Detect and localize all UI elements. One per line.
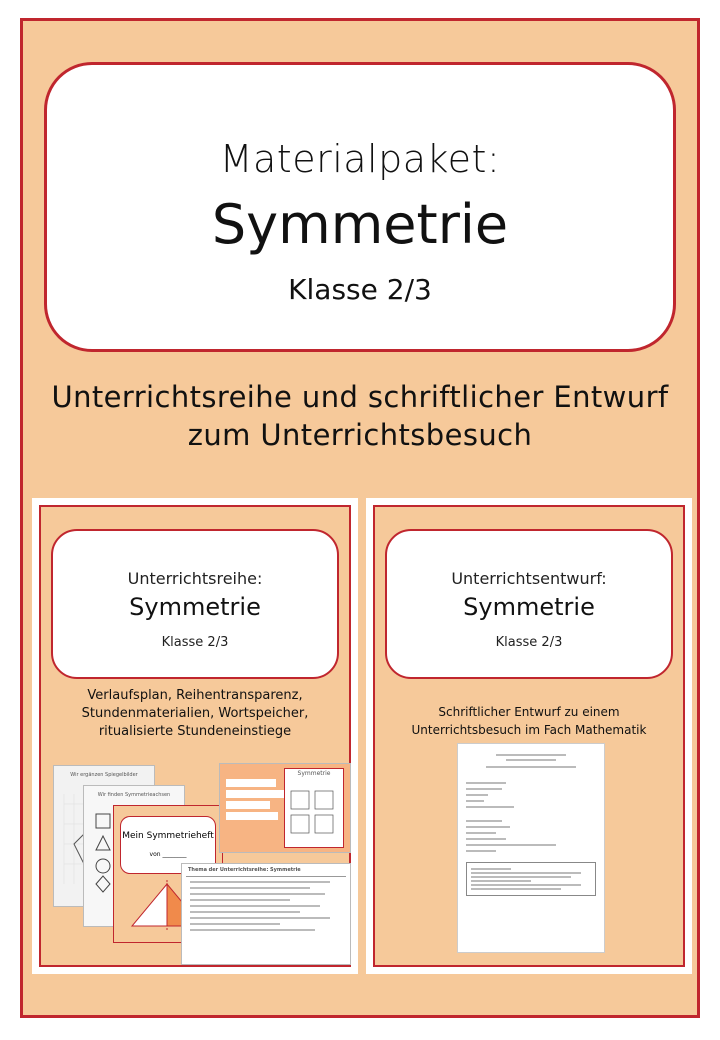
unterrichtsreihe-preview (32, 498, 358, 974)
panel-grade: Klasse 2/3 (495, 635, 563, 650)
panel-title: Symmetrie (463, 593, 595, 621)
desc-line: ritualisierte Stundeneinstiege (98, 724, 292, 739)
poster-title: Symmetrie (297, 770, 331, 777)
cover-title: Symmetrie (211, 193, 509, 256)
table-title: Thema der Unterrichtsreihe: Symmetrie (188, 867, 301, 873)
title-box (44, 62, 676, 352)
heft-title: Mein Symmetrieheft (122, 831, 214, 841)
panel-grade: Klasse 2/3 (161, 635, 229, 650)
cover-label: Materialpaket: (219, 137, 501, 181)
desc-line: Stundenmaterialien, Wortspeicher, (81, 706, 309, 721)
heft-owner: von ________ (149, 851, 187, 858)
cover-grade: Klasse 2/3 (288, 273, 432, 306)
mirror-figure-icon (285, 777, 341, 843)
unterrichtsentwurf-preview (366, 498, 692, 974)
subtitle-line-2: zum Unterrichtsbesuch (187, 418, 533, 452)
cover-subtitle (40, 378, 680, 454)
panel-description (49, 687, 341, 741)
wortspeicher-thumbnail (219, 763, 351, 853)
entwurf-document-thumbnail (457, 743, 605, 953)
panel-title: Symmetrie (129, 593, 261, 621)
panel-label: Unterrichtsentwurf: (451, 569, 607, 588)
unterrichtsreihe-title-box (51, 529, 339, 679)
worksheet-title: Wir ergänzen Spiegelbilder (70, 772, 138, 778)
desc-line: Schriftlicher Entwurf zu einem (438, 705, 620, 719)
panel-label: Unterrichtsreihe: (127, 569, 263, 588)
verlaufsplan-thumbnail (181, 863, 351, 965)
desc-line: Verlaufsplan, Reihentransparenz, (87, 688, 303, 703)
desc-line: Unterrichtsbesuch im Fach Mathematik (411, 723, 647, 737)
unterrichtsentwurf-title-box (385, 529, 673, 679)
subtitle-line-1: Unterrichtsreihe und schriftlicher Entwurf (51, 380, 669, 414)
worksheet-title: Wir finden Symmetrieachsen (97, 792, 171, 798)
panel-description (383, 703, 675, 739)
